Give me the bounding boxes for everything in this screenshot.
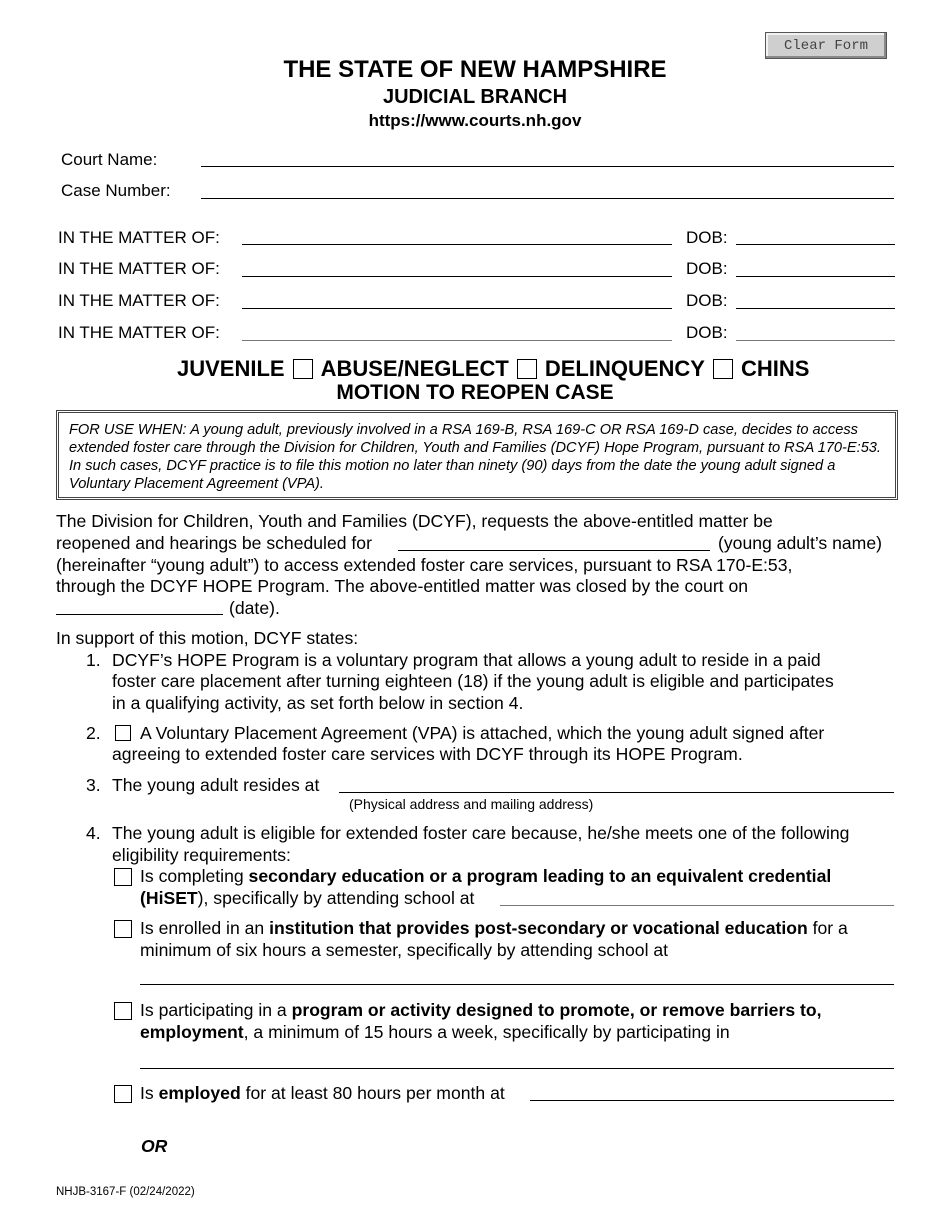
intro-line-2a: reopened and hearings be scheduled for: [56, 533, 372, 553]
court-name-label: Court Name:: [61, 150, 158, 169]
address-caption: (Physical address and mailing address): [349, 796, 594, 812]
for-use-when-box: FOR USE WHEN: A young adult, previously involved in a RSA 169-B, RSA 169-C OR RSA 169-D case, decides to access extended foster care through the Division for Children, Youth and Families (DCYF) Hope Program, pursuant to RSA 170-E:53. In such cases, DCYF practice is to file this motion no later than ninety (90) days from the date the young adult signed a Voluntary Placement Agreement (VPA).: [56, 410, 898, 500]
post-secondary-checkbox[interactable]: [114, 920, 132, 938]
secondary-school-field[interactable]: [500, 905, 894, 906]
item-2-number: 2.: [86, 723, 101, 743]
closed-date-field[interactable]: [56, 614, 223, 615]
option-4-line: Is employed for at least 80 hours per month at: [140, 1083, 505, 1103]
employer-field[interactable]: [530, 1100, 894, 1101]
clear-form-button[interactable]: Clear Form: [765, 32, 887, 59]
dob-label-4: DOB:: [686, 323, 728, 342]
dob-field-4[interactable]: [736, 340, 895, 341]
item-1-line-2: foster care placement after turning eighteen (18) if the young adult is eligible and participates: [112, 671, 834, 691]
item-1-number: 1.: [86, 650, 101, 670]
dob-label-3: DOB:: [686, 291, 728, 310]
chins-checkbox[interactable]: [713, 359, 733, 379]
case-number-field[interactable]: [201, 198, 894, 199]
option-1-line-2: (HiSET), specifically by attending school at: [140, 888, 475, 908]
item-1-line-3: in a qualifying activity, as set forth below in section 4.: [112, 693, 524, 713]
employed-checkbox[interactable]: [114, 1085, 132, 1103]
matter-field-4[interactable]: [242, 340, 672, 341]
juvenile-label: JUVENILE: [177, 356, 285, 381]
secondary-education-checkbox[interactable]: [114, 868, 132, 886]
item-2-line-2: agreeing to extended foster care services with DCYF through its HOPE Program.: [112, 744, 743, 764]
matter-label-3: IN THE MATTER OF:: [58, 291, 220, 310]
item-4-line-1: The young adult is eligible for extended foster care because, he/she meets one of the following: [112, 823, 850, 843]
case-type-row: [177, 356, 809, 382]
item-1-line-1: DCYF’s HOPE Program is a voluntary program that allows a young adult to reside in a paid: [112, 650, 821, 670]
chins-label: CHINS: [740, 356, 810, 381]
vpa-attached-checkbox[interactable]: [115, 725, 131, 741]
abuse-neglect-label: ABUSE/NEGLECT: [320, 356, 509, 381]
or-label: OR: [141, 1136, 168, 1156]
support-heading: In support of this motion, DCYF states:: [56, 628, 359, 648]
dob-label-2: DOB:: [686, 259, 728, 278]
intro-line-3: (hereinafter “young adult”) to access extended foster care services, pursuant to RSA 170-E:53,: [56, 555, 793, 575]
matter-label-4: IN THE MATTER OF:: [58, 323, 220, 342]
item-4-number: 4.: [86, 823, 101, 843]
matter-field-1[interactable]: [242, 244, 672, 245]
matter-label-1: IN THE MATTER OF:: [58, 228, 220, 247]
intro-line-1: The Division for Children, Youth and Families (DCYF), requests the above-entitled matter be: [56, 511, 773, 531]
form-number: NHJB-3167-F (02/24/2022): [56, 1186, 195, 1198]
item-3-label: The young adult resides at: [112, 775, 320, 795]
employment-program-checkbox[interactable]: [114, 1002, 132, 1020]
dob-field-2[interactable]: [736, 276, 895, 277]
matter-label-2: IN THE MATTER OF:: [58, 259, 220, 278]
case-number-label: Case Number:: [61, 181, 171, 200]
delinquency-label: DELINQUENCY: [544, 356, 705, 381]
dob-field-1[interactable]: [736, 244, 895, 245]
option-2-line-1: Is enrolled in an institution that provides post-secondary or vocational education for a: [140, 918, 848, 938]
intro-line-4: through the DCYF HOPE Program. The above-entitled matter was closed by the court on: [56, 576, 749, 596]
item-4-line-2: eligibility requirements:: [112, 845, 291, 865]
residence-address-field[interactable]: [339, 792, 894, 793]
court-url: https://www.courts.nh.gov: [368, 111, 582, 130]
option-3-line-2: employment, a minimum of 15 hours a week, specifically by participating in: [140, 1022, 730, 1042]
delinquency-checkbox[interactable]: [517, 359, 537, 379]
dob-label-1: DOB:: [686, 228, 728, 247]
post-secondary-school-field[interactable]: [140, 984, 894, 985]
motion-title: MOTION TO REOPEN CASE: [336, 381, 614, 404]
intro-line-2b: (young adult’s name): [718, 533, 882, 553]
matter-field-3[interactable]: [242, 308, 672, 309]
dob-field-3[interactable]: [736, 308, 895, 309]
state-heading: THE STATE OF NEW HAMPSHIRE: [283, 56, 667, 83]
employment-program-field[interactable]: [140, 1068, 894, 1069]
intro-line-5: (date).: [229, 598, 280, 618]
option-3-line-1: Is participating in a program or activity designed to promote, or remove barriers to,: [140, 1000, 822, 1020]
court-name-field[interactable]: [201, 166, 894, 167]
item-3-number: 3.: [86, 775, 101, 795]
matter-field-2[interactable]: [242, 276, 672, 277]
item-2-line-1: A Voluntary Placement Agreement (VPA) is attached, which the young adult signed after: [140, 723, 825, 743]
branch-heading: JUDICIAL BRANCH: [382, 86, 568, 108]
option-1-line-1: Is completing secondary education or a program leading to an equivalent credential: [140, 866, 832, 886]
option-2-line-2: minimum of six hours a semester, specifically by attending school at: [140, 940, 669, 960]
young-adult-name-field[interactable]: [398, 550, 710, 551]
abuse-neglect-checkbox[interactable]: [293, 359, 313, 379]
